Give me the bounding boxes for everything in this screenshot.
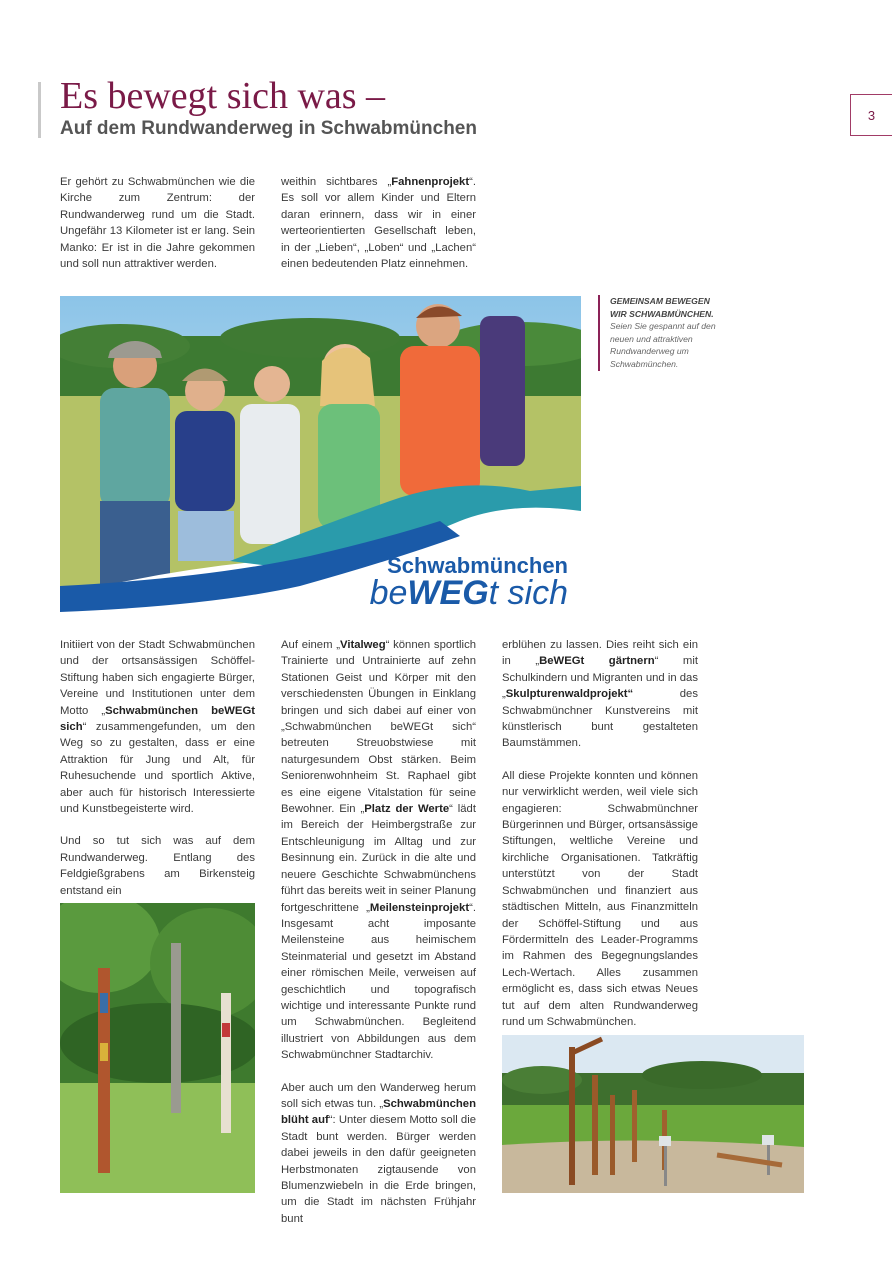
sculpture-trunk-white bbox=[221, 993, 231, 1133]
page-number: 3 bbox=[867, 107, 876, 123]
intro-column-left bbox=[60, 174, 255, 288]
page-number-box bbox=[850, 94, 892, 136]
logo-text-line1: Schwabmünchen bbox=[387, 553, 568, 578]
col2-paragraph-2: Aber auch um den Wanderweg herum soll sich etwas tun. „Schwabmünchen blüht auf“: Unter diesem Motto soll die Stadt bunt werden. Bürger werden dabei jeweils in den dafür geeigneten Herbstmonaten zigtausende von Blumenzwiebeln in die Erde bringen, um die Stadt im nächsten Frühjahr bunt bbox=[281, 1081, 477, 1225]
body-column-3 bbox=[502, 637, 698, 1046]
intro-column-right bbox=[281, 174, 476, 288]
col1-paragraph-2: Und so tut sich was auf dem Rundwanderweg. Entlang des Feldgießgrabens am Birkensteig entstand ein bbox=[60, 835, 255, 897]
logo-text-line2: beWEGt sich bbox=[369, 574, 568, 612]
col1-paragraph-1: Initiiert von der Stadt Schwabmünchen und der ortsansässigen Schöffel-Stiftung haben sich engagierte Bürger, Vereine und Institutionen unter dem Motto „Schwabmünchen beWEGt sich“ zusammengefunden, um den Weg so zu gestalten, dass er eine Attraktion für Jung und Alt, für Ruhesuchende und sportlich Aktive, aber auch für historisch Interessierte und Kunstbegeisterte wird. bbox=[60, 639, 255, 816]
col3-paragraph-1: erblühen zu lassen. Dies reiht sich ein in „BeWEGt gärtnern“ mit Schulkindern und Migranten und in das „Skulpturenwaldprojekt“ des Schwabmünchner Kunstvereins mit künstlerisch bunt gestalteten Baumstämmen. bbox=[502, 639, 698, 750]
photo-caption bbox=[598, 295, 722, 371]
col2-paragraph-1: Auf einem „Vitalweg“ können sportlich Trainierte und Untrainierte auf zehn Stationen Geist und Körper mit den verschiedensten Übungen in Einklang bringen und sich dabei auf einer von „Schwabmünchen beWEGt sich“ betreuten Streuobstwiese mit naturgesundem Obst stärken. Beim Seniorenwohnheim St. Raphael gibt es eine eigene Vitalstation für seine Bewohner. Ein „Platz der Werte“ lädt im Bereich der Heimbergstraße zur Entschleunigung im Alltag und zur Besinnung ein. Zurück in die alte und neuere Geschichte Schwabmünchens führt das bereits weit in seiner Planung fortgeschrittene „Meilensteinprojekt“. Insgesamt acht imposante Meilensteine aus heimischem Steinmaterial und gesetzt im Abstand einer römischen Meile, verweisen auf geschichtlich und topografisch wichtige und interessante Punkte rund um Schwabmünchen. Begleitend illustriert von Abbildungen aus dem Schwabmünchner Stadtarchiv. bbox=[281, 639, 476, 1062]
page-title: Es bewegt sich was – bbox=[60, 75, 386, 117]
page-subtitle: Auf dem Rundwanderweg in Schwabmünchen bbox=[60, 118, 477, 139]
wooden-pole-tall bbox=[569, 1047, 575, 1185]
sculpture-trunk-grey bbox=[171, 943, 181, 1113]
photo-vitalweg-station bbox=[502, 1035, 804, 1193]
col3-paragraph-2: All diese Projekte konnten und können nur verwirklicht werden, weil viele sich engagieren: Schwabmünchner Bürgerinnen und Bürger, ortsansässige Stiftungen, weltliche Vereine und kirchliche Organisationen. Tatkräftig unterstützt von der Stadt Schwabmünchen und finanziert aus städtischen Mitteln, aus Finanzmitteln der Schöffel-Stiftung und aus Fördermitteln des Leader-Programms im Rahmen des Begegnungslandes Lech-Wertach. Alles zusammen ermöglicht es, dass sich etwas Neues tut auf dem alten Rundwanderweg rund um Schwabmünchen. bbox=[502, 769, 698, 1028]
intro-paragraph-right: weithin sichtbares „Fahnenprojekt“. Es soll vor allem Kinder und Eltern daran erinnern, dass wir in einer werteorientierten Gesellschaft leben, in der „Lieben“, „Loben“ und „Lachen“ einen bedeutenden Platz einnehmen. bbox=[281, 176, 476, 271]
caption-text: Seien Sie gespannt auf den neuen und attraktiven Rundwanderweg um Schwabmünchen. bbox=[610, 321, 716, 369]
body-column-2 bbox=[281, 637, 476, 1243]
intro-paragraph-left: Er gehört zu Schwabmünchen wie die Kirche zum Zentrum: der Rundwanderweg rund um die Stadt. Ungefähr 13 Kilometer ist er lang. Sein Manko: Er ist in die Jahre gekommen und soll nun attraktiver werden. bbox=[60, 176, 255, 271]
fahnenprojekt-term: Fahnenprojekt bbox=[391, 176, 470, 188]
title-accent-bar bbox=[38, 82, 41, 138]
body-column-1 bbox=[60, 637, 255, 915]
hero-photo-hikers bbox=[60, 296, 581, 612]
photo-sculpture-trunks bbox=[60, 903, 255, 1193]
caption-heading: GEMEINSAM BEWEGEN WIR SCHWABMÜNCHEN. bbox=[610, 296, 714, 319]
